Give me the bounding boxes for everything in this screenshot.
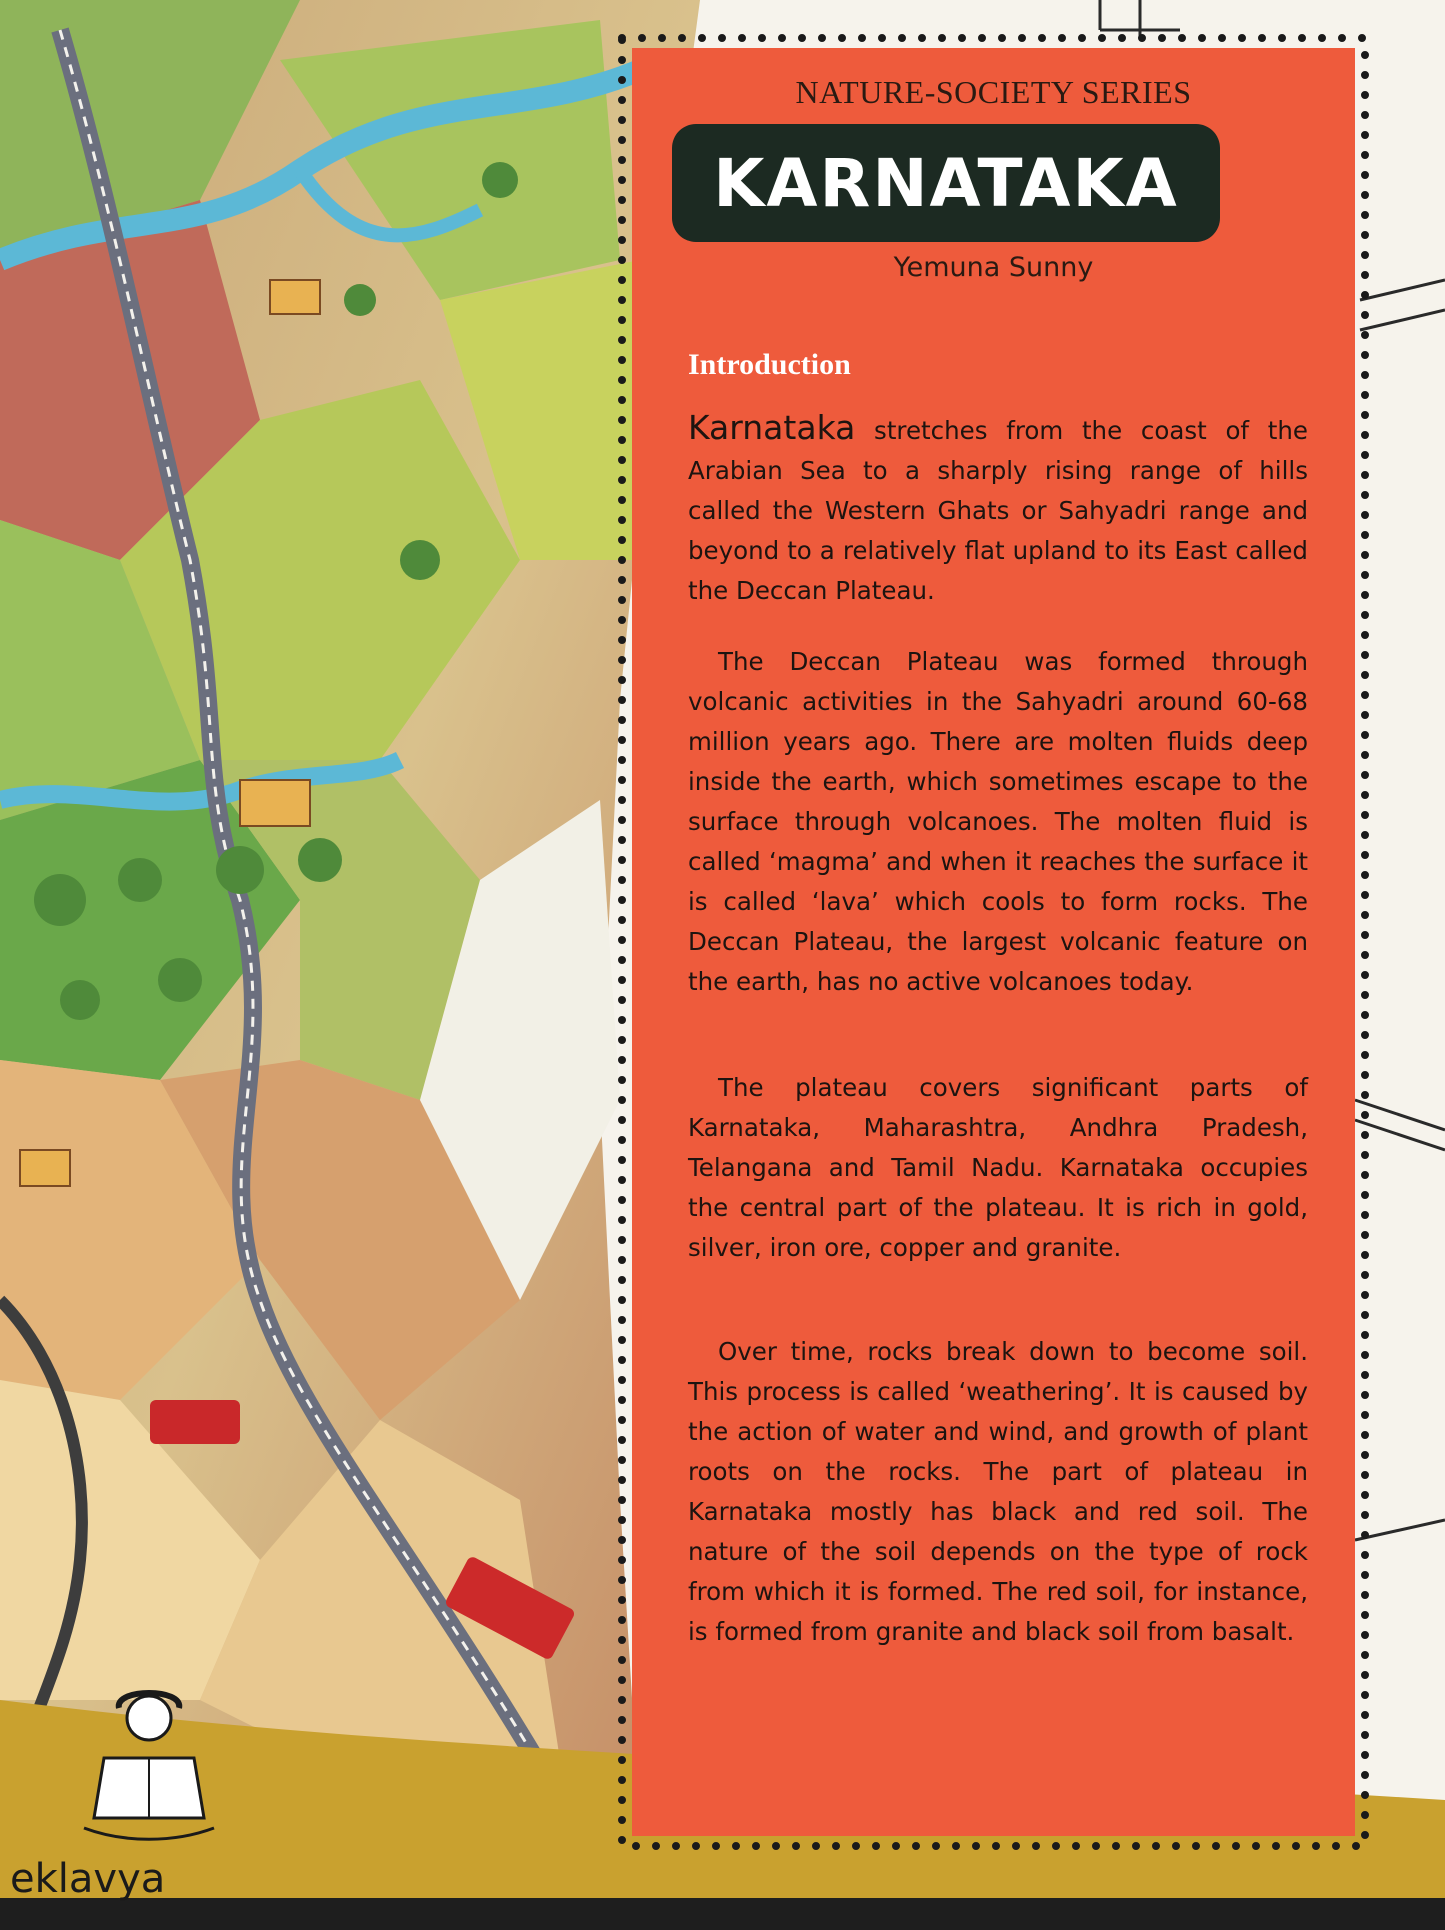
paragraph-1-text: stretches from the coast of the Arabian Sea to a sharply rising range of hills called the Western Ghats or Sahyadri range and beyond to a relatively flat upland to its East called the Deccan Plateau. (688, 416, 1308, 605)
publisher-name: eklavya (10, 1856, 166, 1902)
child-reading-icon (64, 1678, 234, 1848)
paragraph-4: Over time, rocks break down to become soil. This process is called ‘weathering’. It is caused by the action of water and wind, and growth of plant roots on the rocks. The part of plateau in Karnataka mostly has black and red soil. The nature of the soil depends on the type of rock from which it is formed. The red soil, for instance, is formed from granite and black soil from basalt. (688, 1337, 1308, 1646)
paragraph-2: The Deccan Plateau was formed through volcanic activities in the Sahyadri around 60-68 million years ago. There are molten fluids deep inside the earth, which sometimes escape to the surface through volcanoes. The molten fluid is called ‘magma’ and when it reaches the surface it is called ‘lava’ which cools to form rocks. The Deccan Plateau, the largest volcanic feature on the earth, has no active volcanoes today. (688, 647, 1308, 996)
author-name: Yemuna Sunny (893, 252, 1094, 283)
title-banner (672, 124, 1220, 242)
content-panel (632, 48, 1355, 1836)
series-label: NATURE-SOCIETY SERIES (795, 74, 1192, 110)
paragraph-3: The plateau covers significant parts of Karnataka, Maharashtra, Andhra Pradesh, Telangana and Tamil Nadu. Karnataka occupies the central part of the plateau. It is rich in gold, silver, iron ore, copper and granite. (688, 1073, 1308, 1262)
paragraph-lead-word: Karnataka (688, 408, 856, 447)
section-heading: Introduction (688, 348, 851, 381)
book-title: KARNATAKA (713, 144, 1179, 222)
paragraph-1 (688, 408, 1308, 611)
